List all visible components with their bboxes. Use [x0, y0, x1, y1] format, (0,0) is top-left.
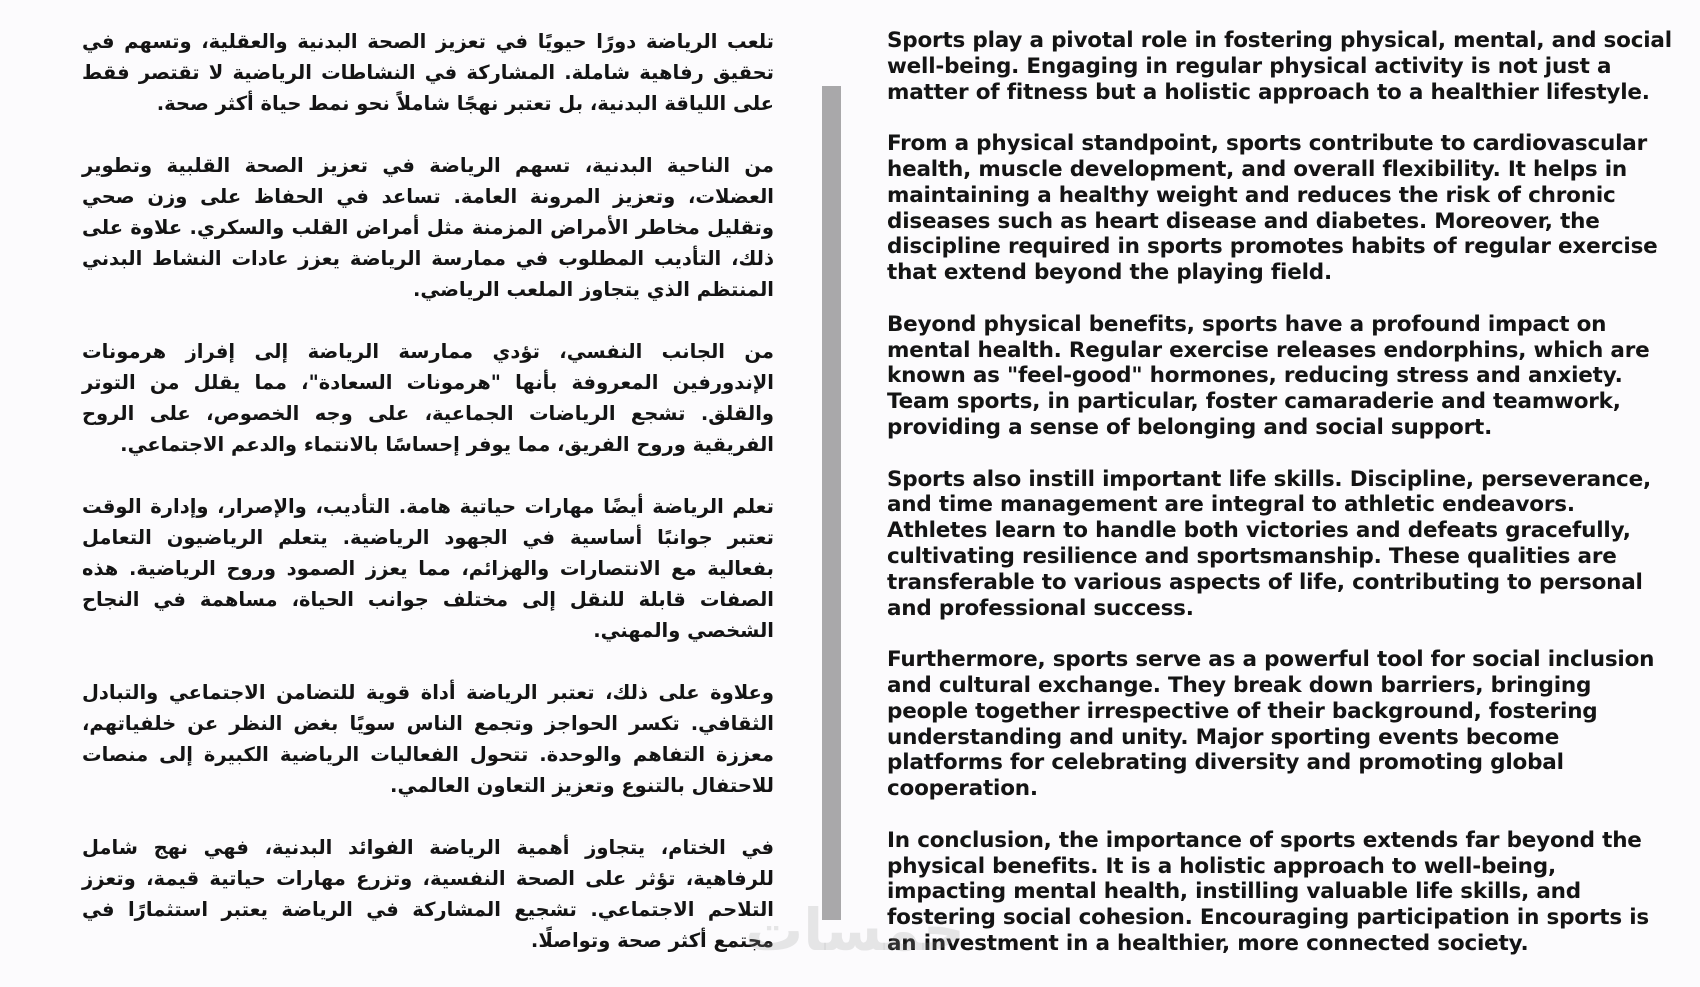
english-text-column — [887, 28, 1677, 982]
english-paragraph-1: Sports play a pivotal role in fostering physical, mental, and social well-being. Engaging in regular physical activity is not just a matter of fitness but a holistic approach to a healthier lifestyle. — [887, 28, 1672, 105]
arabic-paragraph-5: وعلاوة على ذلك، تعتبر الرياضة أداة قوية للتضامن الاجتماعي والتبادل الثقافي. تكسر الحواجز وتجمع الناس سويًا بغض النظر عن خلفياتهم، معززة التفاهم والوحدة. تتحول الفعاليات الرياضية الكبيرة إلى منصات للاحتفال بالتنوع وتعزيز التعاون العالمي. — [82, 681, 774, 797]
watermark-logo: خمسات — [745, 896, 965, 964]
arabic-text-column — [82, 26, 774, 987]
english-paragraph-4: Sports also instill important life skills. Discipline, perseverance, and time management are integral to athletic endeavors. Athletes learn to handle both victories and defeats gracefully, cultivating resilience and sportsmanship. These qualities are transferable to various aspects of life, contributing to personal and professional success. — [887, 466, 1651, 621]
column-divider — [822, 86, 841, 920]
arabic-paragraph-1: تلعب الرياضة دورًا حيويًا في تعزيز الصحة البدنية والعقلية، وتسهم في تحقيق رفاهية شاملة. المشاركة في النشاطات الرياضية لا تقتصر فقط على اللياقة البدنية، بل تعتبر نهجًا شاملاً نحو نمط حياة أكثر صحة. — [82, 30, 774, 115]
arabic-paragraph-4: تعلم الرياضة أيضًا مهارات حياتية هامة. التأديب، والإصرار، وإدارة الوقت تعتبر جوانبًا أساسية في الجهود الرياضية. يتعلم الرياضيون التعامل بفعالية مع الانتصارات والهزائم، مما يعزز الصمود وروح الرياضية. هذه الصفات قابلة للنقل إلى مختلف جوانب الحياة، مساهمة في النجاح الشخصي والمهني. — [82, 495, 774, 642]
english-paragraph-2: From a physical standpoint, sports contribute to cardiovascular health, muscle development, and overall flexibility. It helps in maintaining a healthy weight and reduces the risk of chronic diseases such as heart disease and diabetes. Moreover, the discipline required in sports promotes habits of regular exercise that extend beyond the playing field. — [887, 131, 1658, 286]
arabic-paragraph-3: من الجانب النفسي، تؤدي ممارسة الرياضة إلى إفراز هرمونات الإندورفين المعروفة بأنها "هرمونات السعادة"، مما يقلل من التوتر والقلق. تشجع الرياضات الجماعية، على وجه الخصوص، على الروح الفريقية وروح الفريق، مما يوفر إحساسًا بالانتماء والدعم الاجتماعي. — [82, 340, 774, 456]
arabic-paragraph-2: من الناحية البدنية، تسهم الرياضة في تعزيز الصحة القلبية وتطوير العضلات، وتعزيز المرونة العامة. تساعد في الحفاظ على وزن صحي وتقليل مخاطر الأمراض المزمنة مثل أمراض القلب والسكري. علاوة على ذلك، التأديب المطلوب في ممارسة الرياضة يعزز عادات النشاط البدني المنتظم الذي يتجاوز الملعب الرياضي. — [82, 154, 774, 301]
arabic-paragraph-6: في الختام، يتجاوز أهمية الرياضة الفوائد البدنية، فهي نهج شامل للرفاهية، تؤثر على الصحة النفسية، وتزرع مهارات حياتية قيمة، وتعزز التلاحم الاجتماعي. تشجيع المشاركة في الرياضة يعتبر استثمارًا في مجتمع أكثر صحة وتواصلًا. — [82, 836, 774, 952]
english-paragraph-5: Furthermore, sports serve as a powerful tool for social inclusion and cultural exchange. They break down barriers, bringing people together irrespective of their background, fostering understanding and unity. Major sporting events become platforms for celebrating diversity and promoting global cooperation. — [887, 647, 1655, 802]
english-paragraph-6: In conclusion, the importance of sports extends far beyond the physical benefits. It is a holistic approach to well-being, impacting mental health, instilling valuable life skills, and fostering social cohesion. Encouraging participation in sports is an investment in a healthier, more connected society. — [887, 827, 1649, 956]
english-paragraph-3: Beyond physical benefits, sports have a profound impact on mental health. Regular exercise releases endorphins, which are known as "feel-good" hormones, reducing stress and anxiety. Team sports, in particular, foster camaraderie and teamwork, providing a sense of belonging and social support. — [887, 311, 1650, 440]
